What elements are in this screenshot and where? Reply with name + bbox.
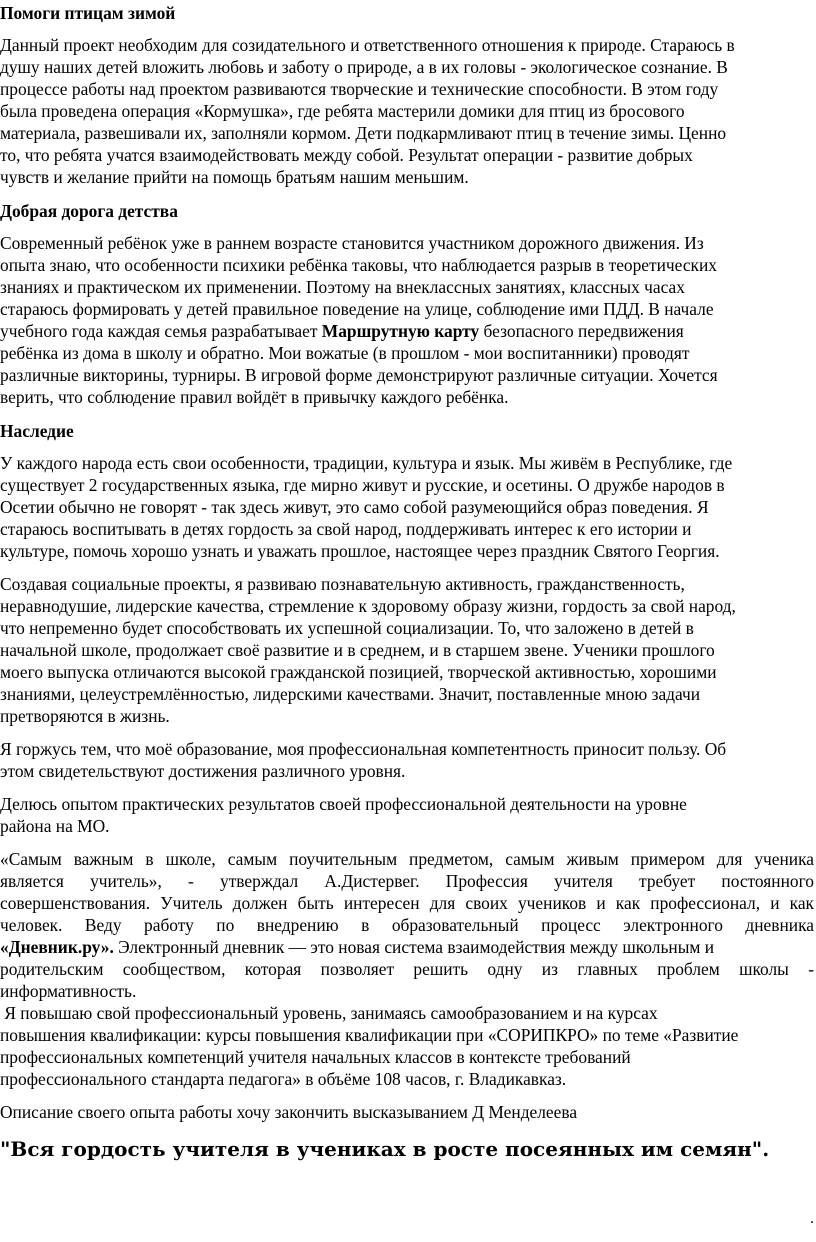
text-line: культуре, помочь хорошо узнать и уважать прошлое, настоящее через праздник Святого Георгия. — [0, 541, 720, 561]
text-line: человек. Веду работу по внедрению в образовательный процесс электронного дневника — [0, 915, 814, 935]
text-line: района на МО. — [0, 816, 110, 836]
text-segment: учебного года каждая семья разрабатывает — [0, 321, 322, 341]
text-line: У каждого народа есть свои особенности, традиции, культура и язык. Мы живём в Республике, где — [0, 453, 733, 473]
text-line: знаниях и практическом их применении. Поэтому на внеклассных занятиях, классных часах — [0, 277, 685, 297]
dnevnik-ru-term: «Дневник.ру». — [0, 937, 114, 957]
text-line: стараюсь формировать у детей правильное поведение на улице, соблюдение ими ПДД. В начале — [0, 299, 714, 319]
paragraph-proud — [0, 738, 814, 782]
text-line: этом свидетельствуют достижения различного уровня. — [0, 761, 406, 781]
paragraph-social-projects — [0, 573, 814, 727]
section-birds — [0, 2, 814, 24]
text-line: профессиональных компетенций учителя начальных классов в контексте требований — [0, 1047, 631, 1067]
text-line: что непременно будет способствовать их успешной социализации. То, что заложено в детей в — [0, 618, 694, 638]
paragraph-birds — [0, 34, 814, 188]
paragraph-experience — [0, 793, 814, 837]
text-line: Современный ребёнок уже в раннем возрасте становится участником дорожного движения. Из — [0, 233, 704, 253]
text-line: ребёнка из дома в школу и обратно. Мои вожатые (в прошлом - мои воспитанники) проводят — [0, 343, 690, 363]
text-segment: Электронный дневник — это новая система взаимодействия между школьным и — [113, 937, 715, 957]
text-line: Создавая социальные проекты, я развиваю познавательную активность, гражданственность, — [0, 574, 685, 594]
paragraph-qualification — [0, 1002, 814, 1090]
text-line: стараюсь воспитывать в детях гордость за свой народ, поддерживать интерес к его истории и — [0, 519, 692, 539]
text-line-mixed — [0, 320, 814, 342]
text-line: Я повышаю свой профессиональный уровень, занимаясь самообразованием и на курсах — [0, 1003, 658, 1023]
text-line: повышения квалификации: курсы повышения квалификации при «СОРИПКРО» по теме «Развитие — [0, 1025, 739, 1045]
section-heritage — [0, 420, 814, 442]
text-line: совершенствования. Учитель должен быть интересен для своих учеников и как профессионал, и как — [0, 893, 814, 913]
paragraph-heritage — [0, 452, 814, 562]
text-line: знаниями, целеустремлённостью, лидерскими качествами. Значит, поставленные мною задачи — [0, 684, 701, 704]
route-map-term: Маршрутную карту — [321, 321, 480, 341]
text-line: существует 2 государственных языка, где мирно живут и русские, и осетины. О дружбе народов в — [0, 475, 725, 495]
text-line: верить, что соблюдение правил войдёт в привычку каждого ребёнка. — [0, 387, 509, 407]
paragraph-conclusion — [0, 1101, 814, 1123]
section-heading: Добрая дорога детства — [0, 201, 178, 221]
text-line: Данный проект необходим для созидательного и ответственного отношения к природе. Стараюсь в — [0, 35, 735, 55]
paragraph-teacher-quote — [0, 848, 814, 1002]
text-line: неравнодушие, лидерские качества, стремление к здоровому образу жизни, гордость за свой народ, — [0, 596, 736, 616]
text-line: Делюсь опытом практических результатов своей профессиональной деятельности на уровне — [0, 794, 687, 814]
section-road — [0, 200, 814, 222]
text-line: Осетии обычно не говорят - так здесь живут, это само собой разумеющийся образ поведения. Я — [0, 497, 709, 517]
text-line: моего выпуска отличаются высокой гражданской позицией, творческой активностью, хорошими — [0, 662, 717, 682]
text-line: процессе работы над проектом развиваются творческие и технические способности. В этом году — [0, 79, 719, 99]
text-line: была проведена операция «Кормушка», где ребята мастерили домики для птиц из бросового — [0, 101, 685, 121]
text-line-mixed — [0, 936, 814, 958]
text-line: различные викторины, турниры. В игровой форме демонстрируют различные ситуации. Хочется — [0, 365, 718, 385]
text-line: является учитель», - утверждал А.Дистервег. Профессия учителя требует постоянного — [0, 871, 814, 891]
text-segment: безопасного передвижения — [479, 321, 684, 341]
text-line: профессионального стандарта педагога» в объёме 108 часов, г. Владикавказ. — [0, 1069, 567, 1089]
text-line: душу наших детей вложить любовь и заботу о природе, а в их головы - экологическое сознание. В — [0, 57, 728, 77]
text-line: опыта знаю, что особенности психики ребёнка таковы, что наблюдается разрыв в теоретических — [0, 255, 717, 275]
section-heading: Помоги птицам зимой — [0, 3, 176, 23]
text-line: родительским сообществом, которая позволяет решить одну из главных проблем школы - — [0, 959, 814, 979]
text-line: чувств и желание прийти на помощь братьям нашим меньшим. — [0, 167, 469, 187]
text-line: начальной школе, продолжает своё развитие и в среднем, и в старшем звене. Ученики прошлого — [0, 640, 715, 660]
text-line: Я горжусь тем, что моё образование, моя профессиональная компетентность приносит пользу. Об — [0, 739, 727, 759]
text-line: «Самым важным в школе, самым поучительным предметом, самым живым примером для ученика — [0, 849, 814, 869]
paragraph-road — [0, 232, 814, 408]
closing-quote — [0, 1136, 814, 1162]
text-line: материала, развешивали их, заполняли кормом. Дети подкармливают птиц в течение зимы. Ценно — [0, 123, 727, 143]
text-line: информативность. — [0, 981, 137, 1001]
mendeleev-quote: "Вся гордость учителя в учениках в росте посеянных им семян". — [0, 1137, 770, 1161]
section-heading: Наследие — [0, 421, 74, 441]
text-line: претворяются в жизнь. — [0, 706, 170, 726]
text-line: то, что ребята учатся взаимодействовать между собой. Результат операции - развитие добрых — [0, 145, 693, 165]
footer-mark: . — [810, 1210, 814, 1227]
text-line: Описание своего опыта работы хочу закончить высказыванием Д Менделеева — [0, 1102, 578, 1122]
